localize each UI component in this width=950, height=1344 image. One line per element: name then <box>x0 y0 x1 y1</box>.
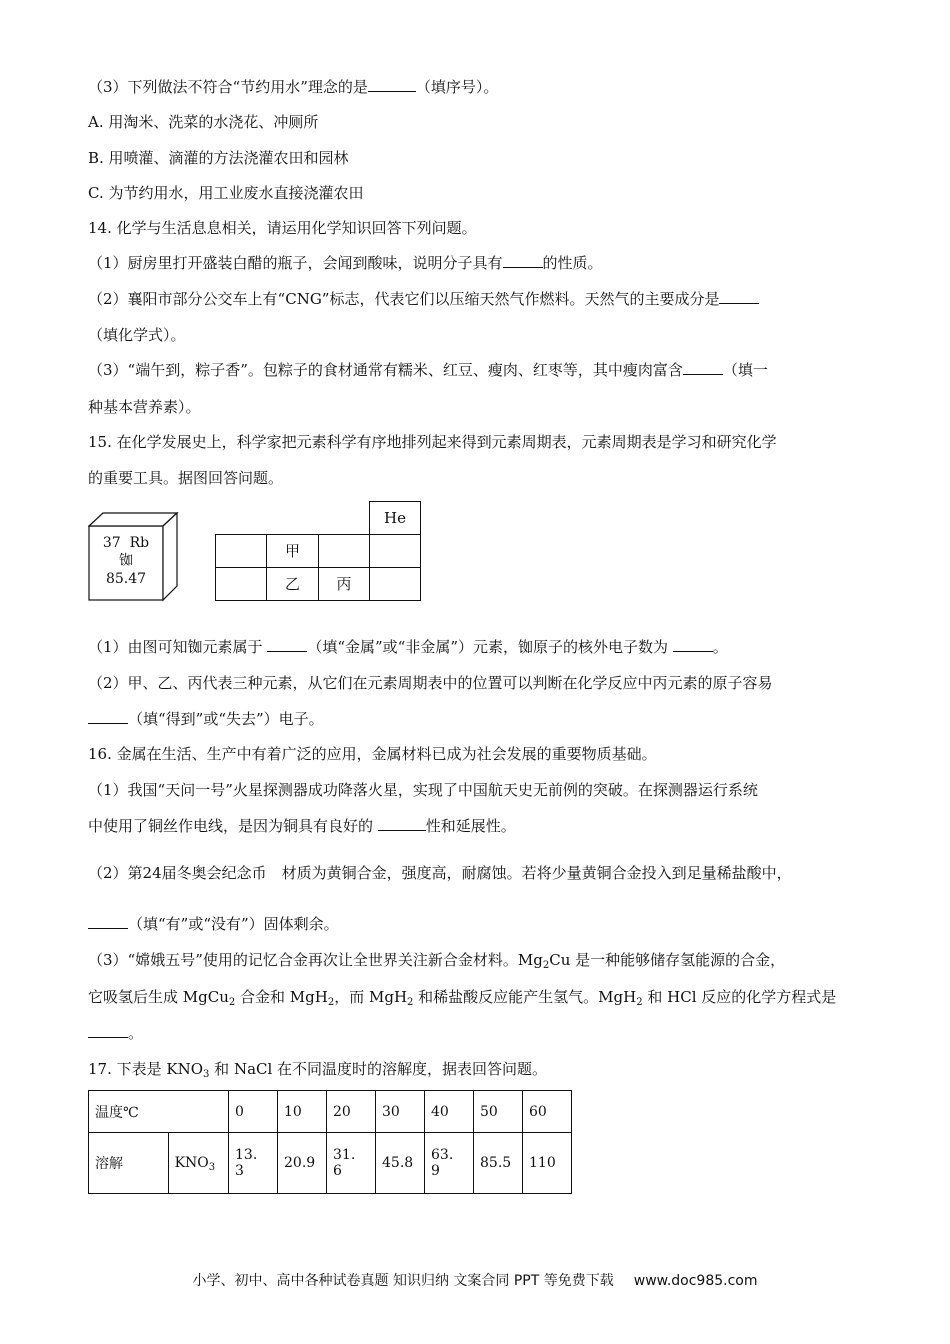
q16-part1-text: 中使用了铜丝作电线，是因为铜具有良好的 <box>88 817 374 835</box>
temp-cell: 50 <box>474 1091 523 1133</box>
q16-part3-line1 <box>88 950 785 970</box>
q16-part2-line1: （2）第24届冬奥会纪念币 材质为黄铜合金，强度高，耐腐蚀。若将少量黄铜合金投入到足量稀盐酸中， <box>88 864 792 882</box>
q13-part3-suffix: （填序号）。 <box>415 78 499 96</box>
q16-part1-line1: （1）我国“天问一号”火星探测器成功降落火星，实现了中国航天史无前例的突破。在探测器运行系统 <box>88 781 758 799</box>
kno3-value-cell: 63. 9 <box>425 1133 474 1194</box>
kno3-value-cell: 110 <box>523 1133 572 1194</box>
q15-part1-mid: （填“金属”或“非金属”）元素，铷原子的核外电子数为 <box>307 638 669 656</box>
q16-part2-line2 <box>88 914 339 934</box>
cell-empty <box>369 534 421 568</box>
q13-part3 <box>88 77 498 97</box>
temp-cell: 10 <box>278 1091 327 1133</box>
q14-part1-suffix: 的性质。 <box>542 254 603 272</box>
q14-part3-suffix: （填一 <box>722 361 768 379</box>
q14-part1-text: （1）厨房里打开盛装白醋的瓶子，会闻到酸味，说明分子具有 <box>88 254 503 272</box>
temp-cell: 0 <box>229 1091 278 1133</box>
answer-blank <box>267 637 307 652</box>
element-number-symbol <box>88 534 164 552</box>
cell-empty <box>318 534 370 568</box>
q15-part2-suffix: （填“得到”或“失去”）电子。 <box>128 710 324 728</box>
answer-blank <box>88 1023 128 1038</box>
element-name: 铷 <box>119 553 133 569</box>
kno3-label-text: KNO <box>174 1155 209 1171</box>
q17-stem-a: 17. 下表是 KNO <box>88 1060 204 1078</box>
option-b: B. 用喷灌、滴灌的方法浇灌农田和园林 <box>88 149 349 167</box>
cell-empty <box>369 567 421 601</box>
table-row-temperature <box>89 1091 572 1133</box>
q17-stem <box>88 1059 547 1079</box>
q16-part3-text-f: 和稀盐酸反应能产生氢气。MgH <box>413 988 637 1006</box>
answer-blank <box>719 289 759 304</box>
q16-part3-text-g: 和 HCl 反应的化学方程式是 <box>642 988 837 1006</box>
answer-blank <box>368 77 416 92</box>
q15-stem-line2: 的重要工具。据图回答问题。 <box>88 469 284 487</box>
q16-part3-line3 <box>88 1023 143 1043</box>
q16-part2-suffix: （填“有”或“没有”）固体剩余。 <box>128 915 339 933</box>
element-symbol: Rb <box>129 535 150 551</box>
q16-part1-line2 <box>88 816 516 836</box>
q14-part2-text: （2）襄阳市部分公交车上有“CNG”标志，代表它们以压缩天然气作燃料。天然气的主要成分是 <box>88 290 720 308</box>
footer-link[interactable]: www.doc985.com <box>633 1273 758 1289</box>
footer-text: 小学、初中、高中各种试卷真题 知识归纳 文案合同 PPT 等免费下载 <box>192 1273 614 1289</box>
solubility-label: 溶解 <box>89 1133 169 1194</box>
answer-blank <box>88 914 128 929</box>
q16-part3-text-b: Cu 是一种能够储存氢能源的合金， <box>549 951 786 969</box>
q14-part2-line2: （填化学式）。 <box>88 326 186 344</box>
q16-part3-suffix: 。 <box>128 1024 144 1042</box>
option-c: C. 为节约用水，用工业废水直接浇灌农田 <box>88 184 364 202</box>
answer-blank <box>683 360 723 375</box>
q15-part1-text: （1）由图可知铷元素属于 <box>88 638 263 656</box>
subscript: 2 <box>407 997 414 1008</box>
subscript: 2 <box>228 997 236 1008</box>
q14-stem: 14. 化学与生活息息相关，请运用化学知识回答下列问题。 <box>88 219 477 237</box>
cell-empty <box>215 534 267 568</box>
kno3-label <box>168 1133 228 1194</box>
answer-blank <box>378 816 426 831</box>
q15-part2-line2 <box>88 709 324 729</box>
temp-cell: 40 <box>425 1091 474 1133</box>
q17-stem-b: 和 NaCl 在不同温度时的溶解度，据表回答问题。 <box>209 1060 548 1078</box>
answer-blank <box>88 709 128 724</box>
q14-part3-line2: 种基本营养素）。 <box>88 398 201 416</box>
cell-jia: 甲 <box>266 534 319 568</box>
q14-part3-text: （3）“端午到，粽子香”。包粽子的食材通常有糯米、红豆、瘦肉、红枣等，其中瘦肉富含 <box>88 361 683 379</box>
rubidium-element-card <box>88 512 178 600</box>
q16-part3-line2 <box>88 987 836 1007</box>
temp-cell: 20 <box>327 1091 376 1133</box>
cell-bing: 丙 <box>318 567 370 601</box>
subscript: 2 <box>327 997 335 1008</box>
q16-part3-text-c: 它吸氢后生成 MgCu <box>88 988 229 1006</box>
solubility-table <box>88 1090 572 1194</box>
q16-part3-text-d: 合金和 MgH <box>235 988 328 1006</box>
cell-he: He <box>369 501 421 535</box>
table-row-kno3 <box>89 1133 572 1194</box>
q14-part1 <box>88 253 603 273</box>
temp-cell: 60 <box>523 1091 572 1133</box>
atomic-number: 37 <box>102 535 121 551</box>
q16-part3-text-a: （3）“嫦娥五号”使用的记忆合金再次让全世界关注新合金材料。Mg <box>88 951 543 969</box>
element-info <box>88 534 164 588</box>
page-footer <box>0 1270 950 1290</box>
q15-part1 <box>88 637 728 657</box>
cell-empty <box>215 567 267 601</box>
subscript: 3 <box>208 1162 216 1173</box>
q16-part3-text-e: ，而 MgH <box>334 988 408 1006</box>
q14-part3-line1 <box>88 360 768 380</box>
q14-part2-line1 <box>88 289 759 309</box>
q15-part1-suffix: 。 <box>712 638 728 656</box>
kno3-value-cell: 85.5 <box>474 1133 523 1194</box>
option-a: A. 用淘米、洗菜的水浇花、冲厕所 <box>88 113 319 131</box>
answer-blank <box>503 253 543 268</box>
q16-part1-suffix: 性和延展性。 <box>425 817 516 835</box>
q13-part3-text: （3）下列做法不符合“节约用水”理念的是 <box>88 78 368 96</box>
kno3-value-cell: 45.8 <box>376 1133 425 1194</box>
subscript: 2 <box>542 960 550 971</box>
q16-stem: 16. 金属在生活、生产中有着广泛的应用，金属材料已成为社会发展的重要物质基础。 <box>88 745 657 763</box>
kno3-value-cell: 13. 3 <box>229 1133 278 1194</box>
answer-blank <box>673 637 713 652</box>
temperature-label: 温度℃ <box>89 1091 229 1133</box>
q15-stem-line1: 15. 在化学发展史上，科学家把元素科学有序地排列起来得到元素周期表，元素周期表是学习和研究化学 <box>88 433 777 451</box>
q15-part2-line1: （2）甲、乙、丙代表三种元素，从它们在元素周期表中的位置可以判断在化学反应中丙元素的原子容易 <box>88 674 773 692</box>
subscript: 2 <box>636 997 643 1008</box>
cell-yi: 乙 <box>266 567 319 601</box>
kno3-value-cell: 31. 6 <box>327 1133 376 1194</box>
atomic-mass: 85.47 <box>105 571 147 587</box>
temp-cell: 30 <box>376 1091 425 1133</box>
kno3-value-cell: 20.9 <box>278 1133 327 1194</box>
subscript: 3 <box>203 1069 210 1080</box>
